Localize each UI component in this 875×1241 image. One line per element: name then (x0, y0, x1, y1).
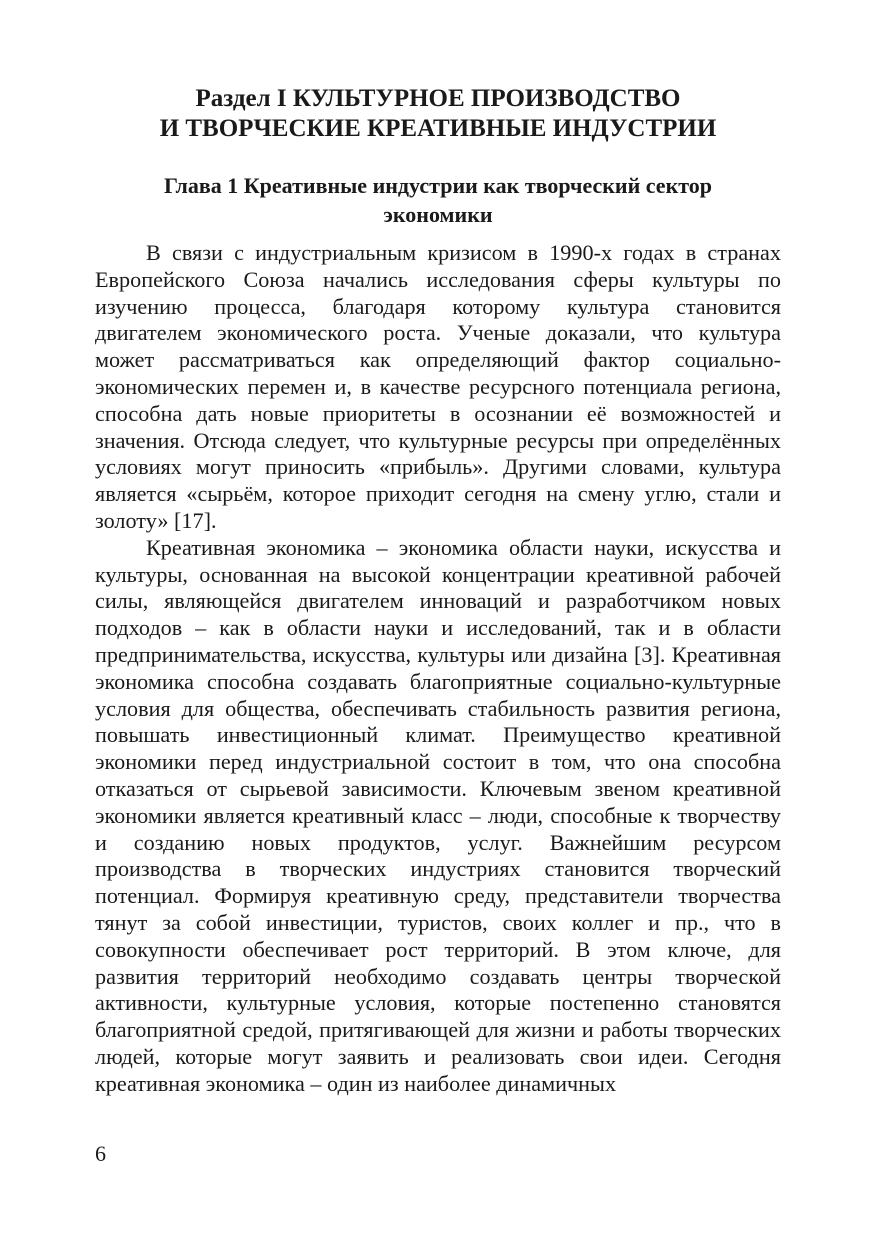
section-title-line-2: И ТВОРЧЕСКИЕ КРЕАТИВНЫЕ ИНДУСТРИИ (159, 115, 717, 142)
section-title (95, 84, 781, 144)
chapter-title (120, 171, 756, 229)
section-title-line-1: Раздел I КУЛЬТУРНОЕ ПРОИЗВОДСТВО (195, 85, 681, 112)
paragraph-2: Креативная экономика – экономика области науки, искусства и культуры, основанная на высокой концентрации креативной рабочей силы, являющейся двигателем инноваций и разработчиком новых подходов – как в области науки и исследований, так и в области предпринимательства, искусства, культуры или дизайна [3]. Креативная экономика способна создавать благоприятные социально-культурные условия для общества, обеспечивать стабильность развития региона, повышать инвестиционный климат. Преимущество креативной экономики перед индустриальной состоит в том, что она способна отказаться от сырьевой зависимости. Ключевым звеном креативной экономики является креативный класс – люди, способные к творчеству и созданию новых продуктов, услуг. Важнейшим ресурсом производства в творческих индустриях становится творческий потенциал. Формируя креативную среду, представители творчества тянут за собой инвестиции, туристов, своих коллег и пр., что в совокупности обеспечивает рост территорий. В этом ключе, для развития территорий необходимо создавать центры творческой активности, культурные условия, которые постепенно становятся благоприятной средой, притягивающей для жизни и работы творческих людей, которые могут заявить и реализовать свои идеи. Сегодня креативная экономика – один из наиболее динамичных (95, 534, 781, 1096)
body-text (95, 240, 781, 1098)
page-number: 6 (95, 1141, 106, 1166)
chapter-title-line-1: Глава 1 Креативные индустрии как творческий сектор (163, 173, 713, 198)
chapter-title-line-2: экономики (383, 202, 493, 227)
paragraph-1: В связи с индустриальным кризисом в 1990-х годах в странах Европейского Союза начались исследования сферы культуры по изучению процесса, благодаря которому культура становится двигателем экономического роста. Ученые доказали, что культура может рассматриваться как определяющий фактор социально-экономических перемен и, в качестве ресурсного потенциала региона, способна дать новые приоритеты в осознании её возможностей и значения. Отсюда следует, что культурные ресурсы при определённых условиях могут приносить «прибыль». Другими словами, культура является «сырьём, которое приходит сегодня на смену углю, стали и золоту» [17]. (95, 240, 781, 533)
